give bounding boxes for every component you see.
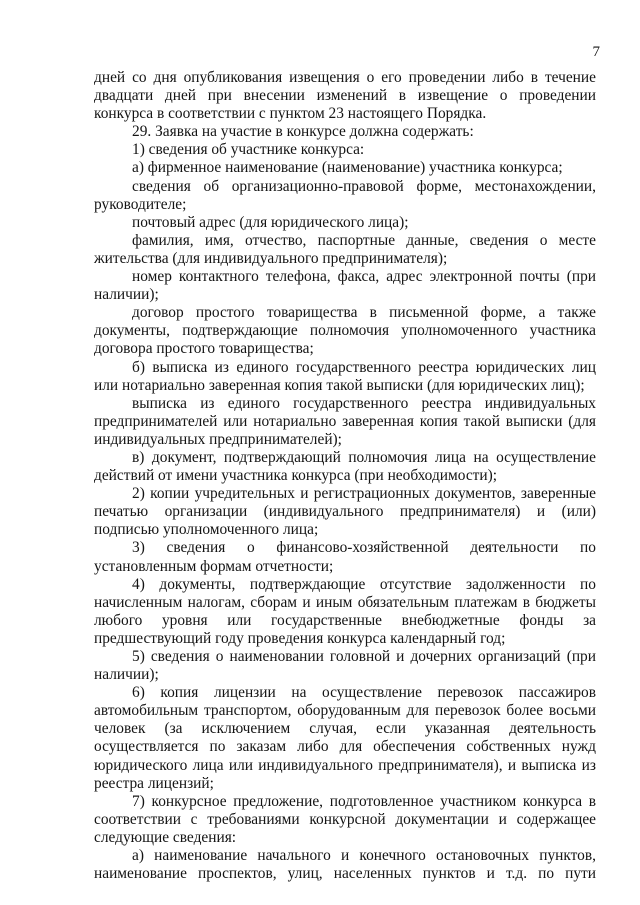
paragraph: а) фирменное наименование (наименование) участника конкурса; xyxy=(132,159,563,177)
paragraph: 2) копии учредительных и регистрационных документов, заверенные печатью организации (индивидуального предпринимателя) и (или) подписью уполномоченного лица; xyxy=(94,485,596,539)
paragraph: 29. Заявка на участие в конкурсе должна содержать: xyxy=(132,123,474,141)
paragraph: выписка из единого государственного реестра индивидуальных предпринимателей или нотариально заверенная копия такой выписки (для индивидуальных предпринимателей); xyxy=(94,394,596,448)
document-body xyxy=(94,69,596,883)
paragraph: сведения об организационно-правовой форме, местонахождении, руководителе; xyxy=(94,177,596,213)
paragraph: 7) конкурсное предложение, подготовленное участником конкурса в соответствии с требованиями конкурсной документации и содержащее следующие сведения: xyxy=(94,792,596,846)
paragraph: 5) сведения о наименовании головной и дочерних организаций (при наличии); xyxy=(94,648,596,684)
paragraph: 4) документы, подтверждающие отсутствие задолженности по начисленным налогам, сборам и иным обязательным платежам в бюджеты любого уровня или государственные внебюджетные фонды за предшествующий году проведения конкурса календарный год; xyxy=(94,575,596,647)
paragraph: а) наименование начального и конечного остановочных пунктов, наименование проспектов, улиц, населенных пунктов и т.д. по пути xyxy=(94,847,596,883)
paragraph: договор простого товарищества в письменной форме, а также документы, подтверждающие полномочия уполномоченного участника договора простого товарищества; xyxy=(94,304,596,358)
page-number: 7 xyxy=(592,44,600,60)
paragraph: 3) сведения о финансово-хозяйственной деятельности по установленным формам отчетности; xyxy=(94,539,596,575)
paragraph: в) документ, подтверждающий полномочия лица на осуществление действий от имени участника конкурса (при необходимости); xyxy=(94,448,596,485)
paragraph: 1) сведения об участнике конкурса: xyxy=(132,141,365,159)
paragraph: номер контактного телефона, факса, адрес электронной почты (при наличии); xyxy=(94,268,596,304)
paragraph: фамилия, имя, отчество, паспортные данные, сведения о месте жительства (для индивидуального предпринимателя); xyxy=(94,231,596,267)
paragraph: б) выписка из единого государственного реестра юридических лиц или нотариально заверенная копия такой выписки (для юридических лиц); xyxy=(94,358,596,394)
paragraph: почтовый адрес (для юридического лица); xyxy=(132,213,409,231)
paragraph: дней со дня опубликования извещения о его проведении либо в течение двадцати дней при внесении изменений в извещение о проведении конкурса в соответствии с пунктом 23 настоящего Порядка. xyxy=(94,69,596,123)
paragraph: 6) копия лицензии на осуществление перевозок пассажиров автомобильным транспортом, оборудованным для перевозок более восьми человек (за исключением случая, если указанная деятельность осуществляется по заказам либо для обеспечения собственных нужд юридического лица или индивидуального предпринимателя), и выписка из реестра лицензий; xyxy=(94,684,596,792)
